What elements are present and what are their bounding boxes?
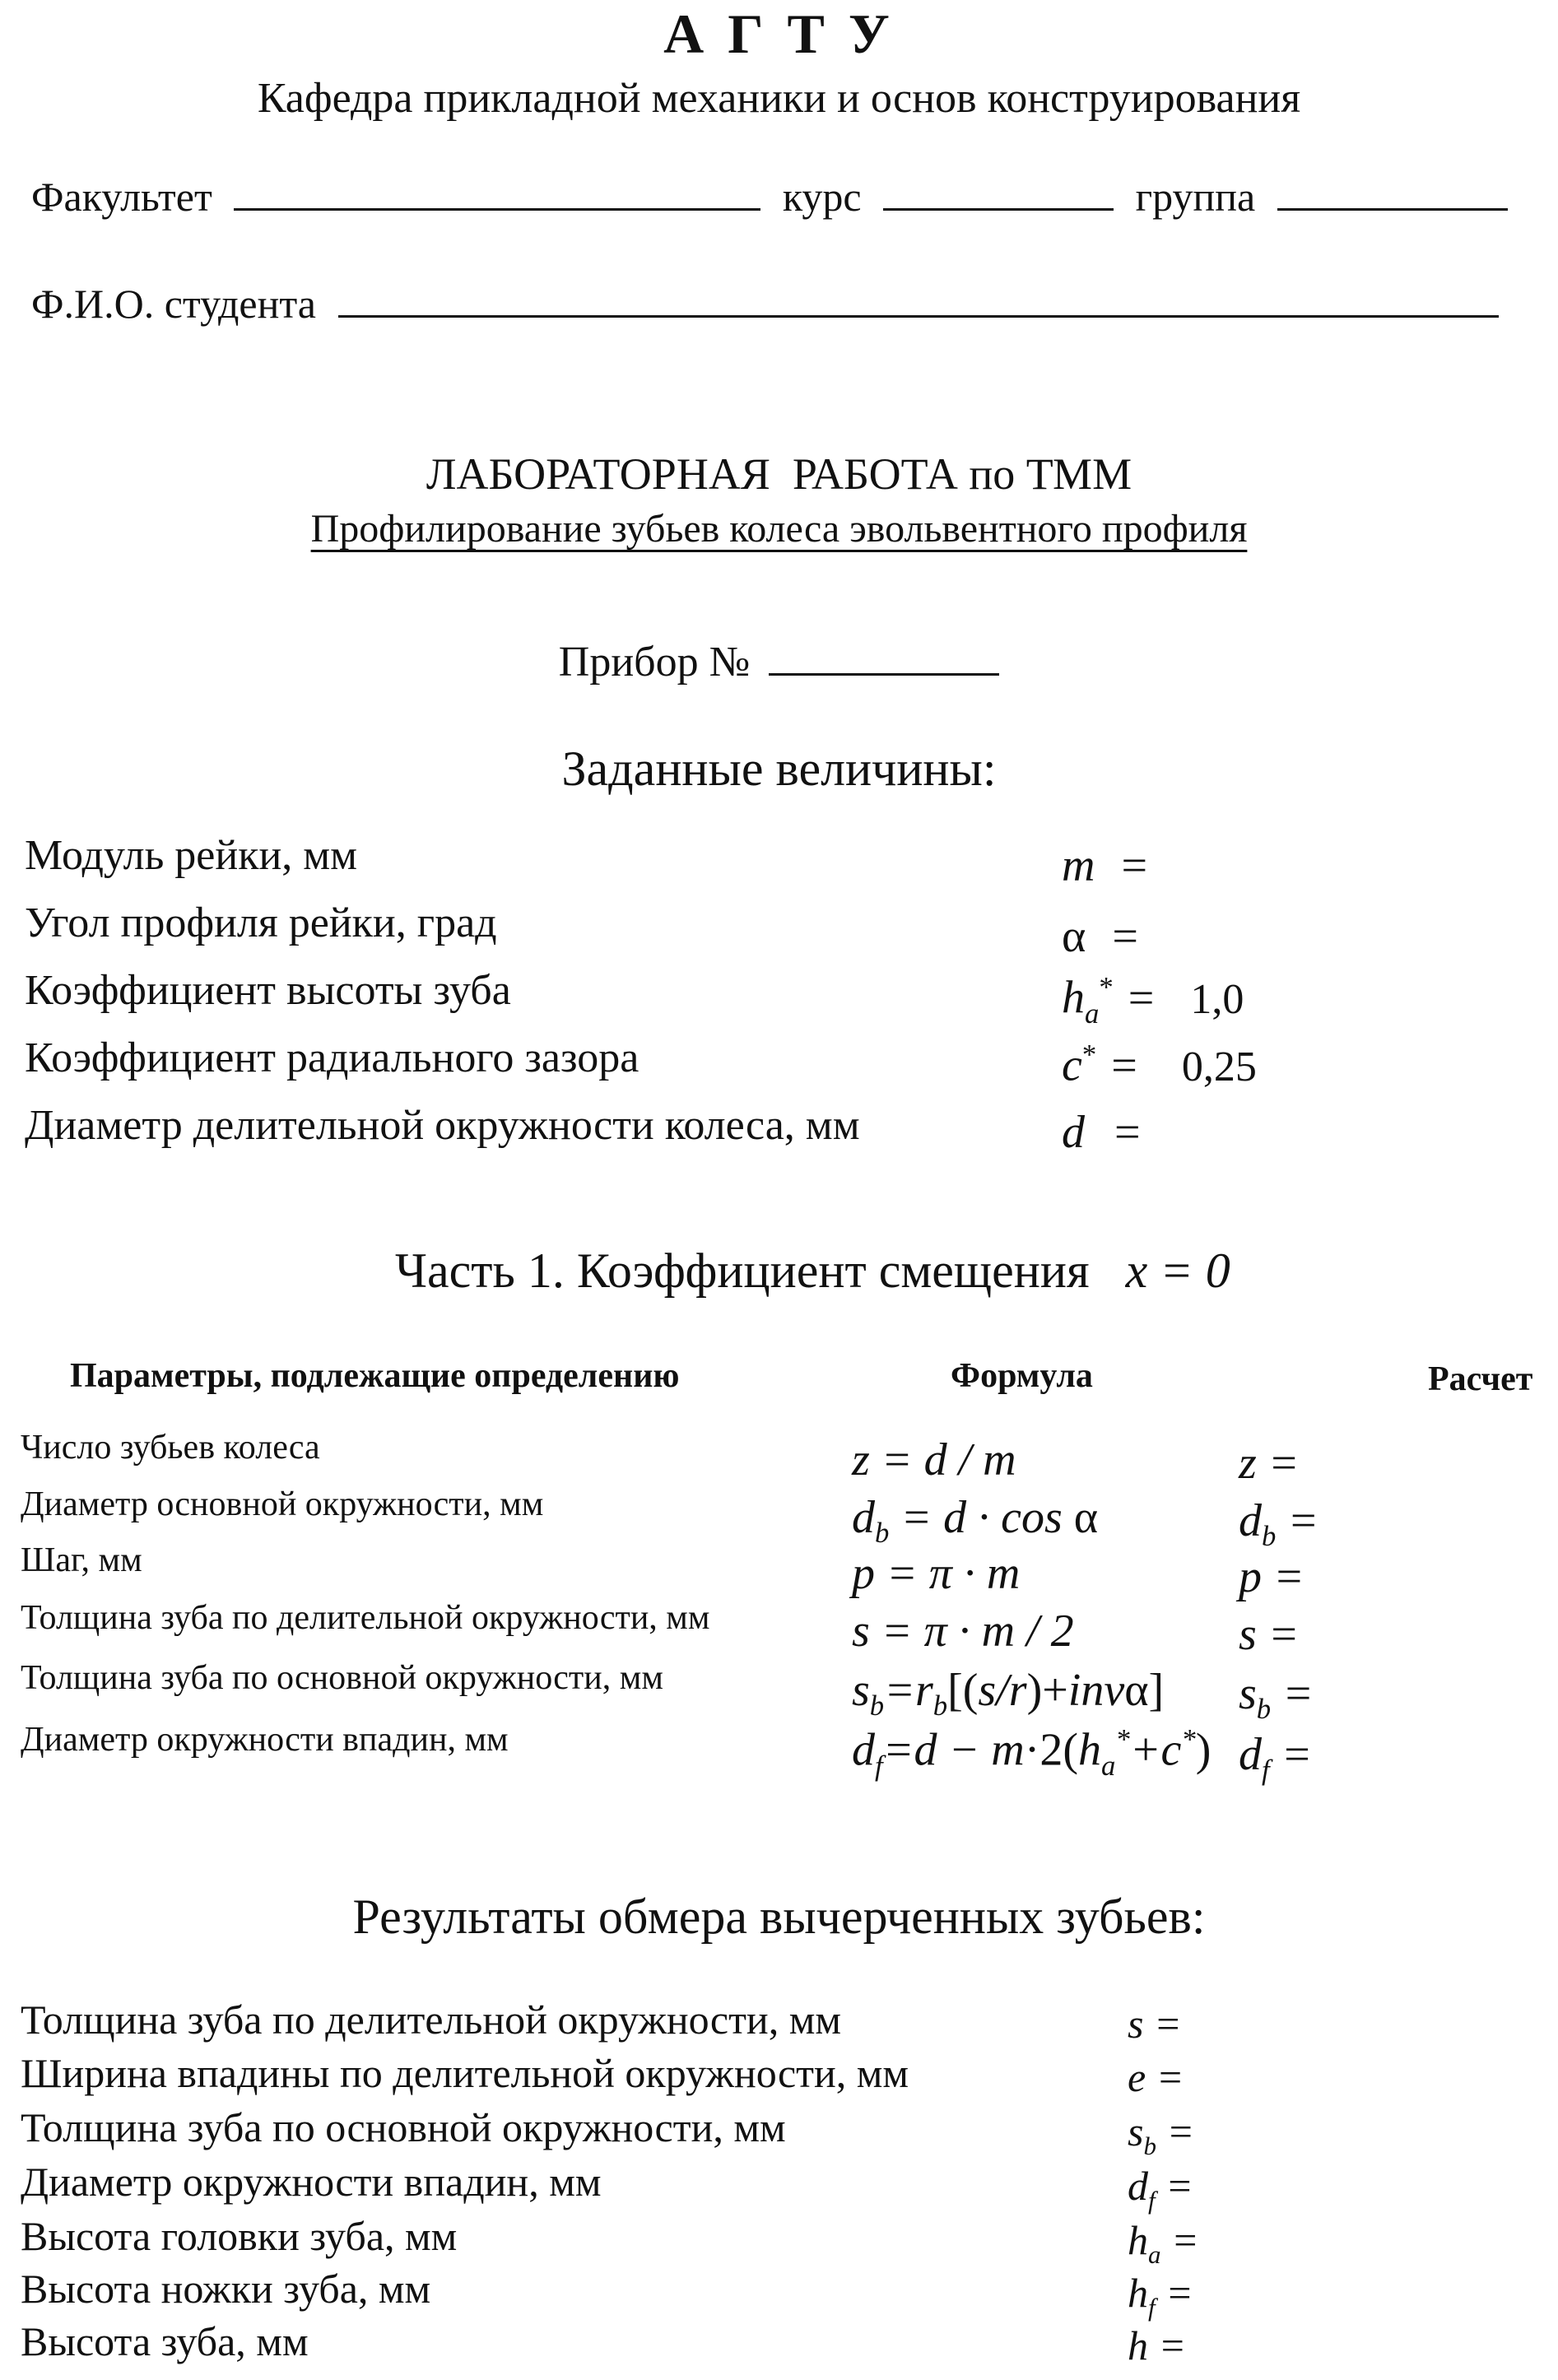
result-label: Ширина впадины по делительной окружности, мм — [21, 2050, 909, 2096]
lab-subtitle-text: Профилирование зубьев колеса эвольвентного профиля — [310, 507, 1248, 551]
table-row-formula: s = π · m / 2 — [852, 1606, 1074, 1657]
given-label: Модуль рейки, мм — [25, 832, 358, 879]
course-blank[interactable] — [883, 208, 1114, 211]
c-value: 0,25 — [1181, 1043, 1257, 1090]
given-symbol: α = — [1062, 911, 1138, 962]
result-symbol: s = — [1128, 2001, 1182, 2047]
table-row-formula: $s_b=r_b[(s/r)+inv\alpha]$ — [852, 1665, 1165, 1722]
table-row-label: Шаг, мм — [21, 1541, 142, 1579]
col-header-calc: Расчет — [1428, 1360, 1533, 1398]
given-label: Диаметр делительной окружности колеса, мм — [25, 1102, 860, 1149]
given-symbol: d = — [1062, 1107, 1141, 1158]
given-row — [25, 1034, 639, 1082]
table-row-label: Число зубьев колеса — [21, 1429, 320, 1467]
org-title: А Г Т У — [663, 2, 895, 65]
result-symbol: $h_f$ = — [1128, 2270, 1193, 2322]
table-row-formula: p = π · m — [852, 1548, 1021, 1599]
table-row-label: Диаметр окружности впадин, мм — [21, 1721, 509, 1759]
result-label: Высота головки зуба, мм — [21, 2213, 458, 2259]
result-label: Толщина зуба по основной окружности, мм — [21, 2104, 786, 2150]
student-blank[interactable] — [338, 315, 1499, 318]
result-symbol: $s_b$ = — [1128, 2108, 1195, 2160]
result-symbol: $h_a$ = — [1128, 2217, 1199, 2269]
faculty-row — [31, 173, 1508, 221]
table-row-calc: p = — [1239, 1551, 1305, 1602]
group-label: группа — [1135, 174, 1256, 220]
given-heading: Заданные величины: — [561, 741, 997, 796]
result-symbol: $d_f$ = — [1128, 2163, 1193, 2215]
given-label: Коэффициент высоты зуба — [25, 967, 511, 1014]
table-row-label: Толщина зуба по основной окружности, мм — [21, 1659, 663, 1697]
table-row-label: Толщина зуба по делительной окружности, мм — [21, 1599, 710, 1637]
col-header-formula: Формула — [951, 1357, 1093, 1395]
table-row-formula: $d_f=d - m\cdot 2(h_a^*+c^*)$ — [852, 1723, 1212, 1782]
given-row — [25, 899, 497, 947]
table-row-label: Диаметр основной окружности, мм — [21, 1485, 544, 1523]
given-symbol: $h_a^* = 1,0$ — [1062, 971, 1244, 1030]
course-label: курс — [782, 174, 862, 220]
device-blank[interactable] — [769, 673, 999, 676]
lab-subtitle — [0, 506, 1558, 551]
part1-heading: Часть 1. Коэффициент смещения x = 0 — [395, 1243, 1230, 1298]
student-row — [31, 280, 1499, 328]
result-label: Высота ножки зуба, мм — [21, 2266, 431, 2312]
given-row — [25, 1101, 860, 1150]
table-row-calc: $d_b$ = — [1239, 1495, 1319, 1553]
device-row — [0, 638, 1558, 686]
device-label: Прибор № — [558, 639, 751, 686]
given-label: Угол профиля рейки, град — [25, 899, 497, 946]
given-label: Коэффициент радиального зазора — [25, 1034, 639, 1081]
result-label: Высота зуба, мм — [21, 2318, 309, 2364]
col-header-params: Параметры, подлежащие определению — [70, 1357, 680, 1395]
table-row-calc: $s_b$ = — [1239, 1668, 1314, 1726]
lab-title: ЛАБОРАТОРНАЯ РАБОТА по ТММ — [426, 449, 1132, 499]
faculty-blank[interactable] — [234, 208, 760, 211]
table-row-formula: z = d / m — [852, 1434, 1016, 1485]
result-symbol: h = — [1128, 2322, 1187, 2368]
table-row-calc: s = — [1239, 1609, 1300, 1660]
given-symbol: m = — [1062, 840, 1148, 891]
given-row — [25, 831, 357, 880]
given-symbol: c* = 0,25 — [1062, 1039, 1257, 1091]
group-blank[interactable] — [1277, 208, 1508, 211]
table-row-calc: $d_f$ = — [1239, 1729, 1313, 1787]
part1-heading-math: x = 0 — [1125, 1243, 1230, 1298]
result-label: Диаметр окружности впадин, мм — [21, 2159, 602, 2205]
results-heading: Результаты обмера вычерченных зубьев: — [352, 1890, 1206, 1944]
student-label: Ф.И.О. студента — [31, 281, 316, 327]
table-row-calc: z = — [1239, 1438, 1300, 1489]
department: Кафедра прикладной механики и основ конструирования — [257, 75, 1301, 122]
ha-value: 1,0 — [1190, 975, 1244, 1023]
result-symbol: e = — [1128, 2054, 1184, 2100]
faculty-label: Факультет — [31, 174, 212, 220]
table-row-formula: $d_b = d \cdot \cos \alpha$ — [852, 1492, 1099, 1550]
given-row — [25, 966, 511, 1015]
result-label: Толщина зуба по делительной окружности, мм — [21, 1997, 841, 2043]
